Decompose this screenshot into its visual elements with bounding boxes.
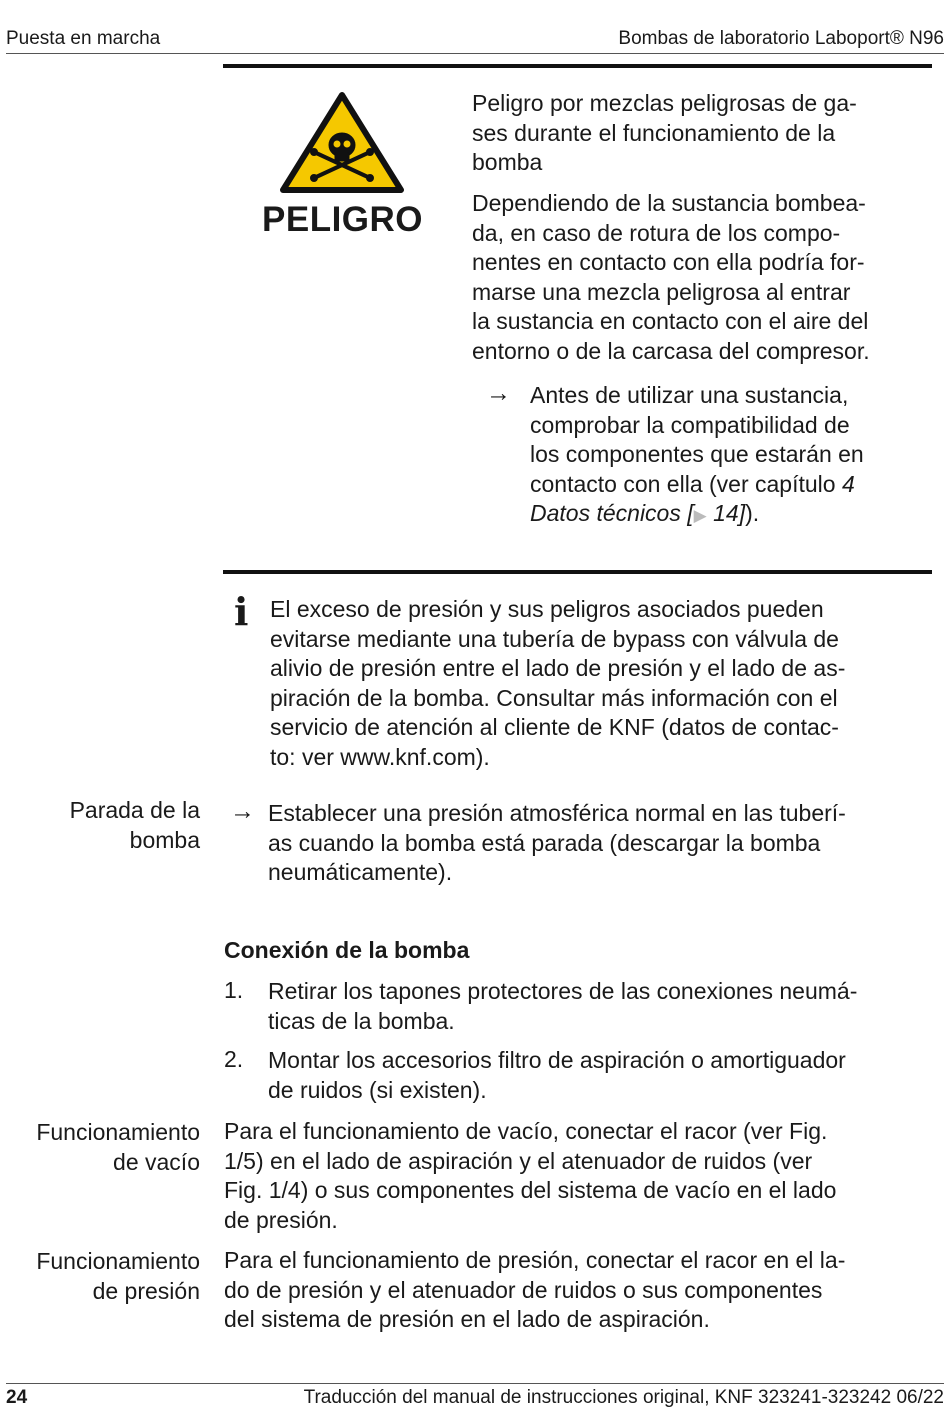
warning-body-line: entorno o de la carcasa del compresor. xyxy=(472,337,870,364)
parada-line: as cuando la bomba está parada (descargar la bomba xyxy=(268,829,821,856)
info-line: evitarse mediante una tubería de bypass con válvula de xyxy=(270,625,839,652)
warning-body-line: la sustancia en contacto con el aire del xyxy=(472,308,869,335)
info-line: El exceso de presión y sus peligros asociados pueden xyxy=(270,596,824,622)
side-label-vacio xyxy=(36,1117,200,1177)
warning-step-text: ). xyxy=(745,500,760,527)
footer-text: Traducción del manual de instrucciones original, KNF 323241-323242 06/22 xyxy=(303,1387,944,1408)
page-number: 24 xyxy=(6,1387,28,1408)
chapter-link-number[interactable]: 4 xyxy=(841,470,855,497)
side-label-line: de presión xyxy=(92,1278,200,1304)
step-text xyxy=(268,1046,846,1105)
side-label-line: Funcionamiento xyxy=(36,1119,200,1145)
warning-body-line: Dependiendo de la sustancia bombea- xyxy=(472,190,866,216)
vacio-line: 1/5) en el lado de aspiración y el atenuador de ruidos (ver xyxy=(224,1147,813,1174)
header-right: Bombas de laboratorio Laboport® N96 xyxy=(618,28,944,49)
info-line: alivio de presión entre el lado de presión y el lado de as- xyxy=(270,655,846,682)
parada-line: neumáticamente). xyxy=(268,859,453,886)
info-icon: i xyxy=(234,589,249,634)
warning-step-line xyxy=(530,499,864,531)
step-line: ticas de la bomba. xyxy=(268,1007,455,1034)
arrow-right-icon: → xyxy=(230,797,255,825)
info-top-rule xyxy=(223,570,932,574)
warning-step-line: Antes de utilizar una sustancia, xyxy=(530,382,849,408)
warning-step-line: comprobar la compatibilidad de xyxy=(530,411,850,438)
side-label-line: bomba xyxy=(129,827,200,853)
page-ref-link[interactable]: 14] xyxy=(706,500,746,527)
warning-top-rule xyxy=(223,64,932,68)
warning-step xyxy=(530,381,864,531)
step-line: Montar los accesorios filtro de aspiración o amortiguador xyxy=(268,1047,846,1073)
warning-body-line: da, en caso de rotura de los compo- xyxy=(472,219,841,246)
chapter-link-title[interactable]: Datos técnicos [ xyxy=(530,500,694,527)
page-ref-triangle-icon: ▶ xyxy=(693,506,707,526)
section-heading: Conexión de la bomba xyxy=(224,937,470,963)
step-line: de ruidos (si existen). xyxy=(268,1076,487,1103)
presion-line: del sistema de presión en el lado de aspiración. xyxy=(224,1306,710,1333)
side-label-presion xyxy=(36,1246,200,1306)
parada-line: Establecer una presión atmosférica normal en las tuberí- xyxy=(268,800,846,826)
footer-rule xyxy=(6,1383,944,1384)
hazard-skull-icon xyxy=(278,90,406,196)
step-number: 2. xyxy=(224,1046,244,1072)
side-label-line: de vacío xyxy=(113,1149,200,1175)
info-text xyxy=(270,595,845,773)
side-label-line: Parada de la xyxy=(69,797,200,823)
vacio-line: Fig. 1/4) o sus componentes del sistema de vacío en el lado xyxy=(224,1177,837,1204)
vacio-line: Para el funcionamiento de vacío, conectar el racor (ver Fig. xyxy=(224,1118,828,1144)
warning-title-line: ses durante el funcionamiento de la xyxy=(472,119,836,146)
vacio-line: de presión. xyxy=(224,1206,338,1233)
step-line: Retirar los tapones protectores de las conexiones neumá- xyxy=(268,978,858,1004)
arrow-right-icon: → xyxy=(486,379,511,407)
warning-step-text: contacto con ella (ver capítulo xyxy=(530,470,842,497)
presion-line: Para el funcionamiento de presión, conectar el racor en el la- xyxy=(224,1247,846,1273)
presion-text xyxy=(224,1246,845,1335)
header-rule xyxy=(6,53,944,54)
side-label-parada xyxy=(70,795,200,855)
header-left: Puesta en marcha xyxy=(6,28,161,49)
warning-body-line: nentes en contacto con ella podría for- xyxy=(472,249,865,276)
info-line: piración de la bomba. Consultar más información con el xyxy=(270,684,838,711)
danger-label: PELIGRO xyxy=(262,200,424,239)
presion-line: do de presión y el atenuador de ruidos o sus componentes xyxy=(224,1276,823,1303)
warning-step-line: los componentes que estarán en xyxy=(530,441,864,468)
vacio-text xyxy=(224,1117,836,1235)
warning-body xyxy=(472,189,870,367)
warning-step-line xyxy=(530,470,864,500)
warning-title-line: bomba xyxy=(472,149,543,176)
warning-title-line: Peligro por mezclas peligrosas de ga- xyxy=(472,90,857,116)
info-line: to: ver www.knf.com). xyxy=(270,743,490,770)
parada-text xyxy=(268,799,846,888)
warning-title xyxy=(472,89,857,178)
side-label-line: Funcionamiento xyxy=(36,1248,200,1274)
step-text xyxy=(268,977,857,1036)
info-line: servicio de atención al cliente de KNF (datos de contac- xyxy=(270,714,839,741)
step-number: 1. xyxy=(224,977,244,1003)
warning-body-line: marse una mezcla peligrosa al entrar xyxy=(472,278,851,305)
